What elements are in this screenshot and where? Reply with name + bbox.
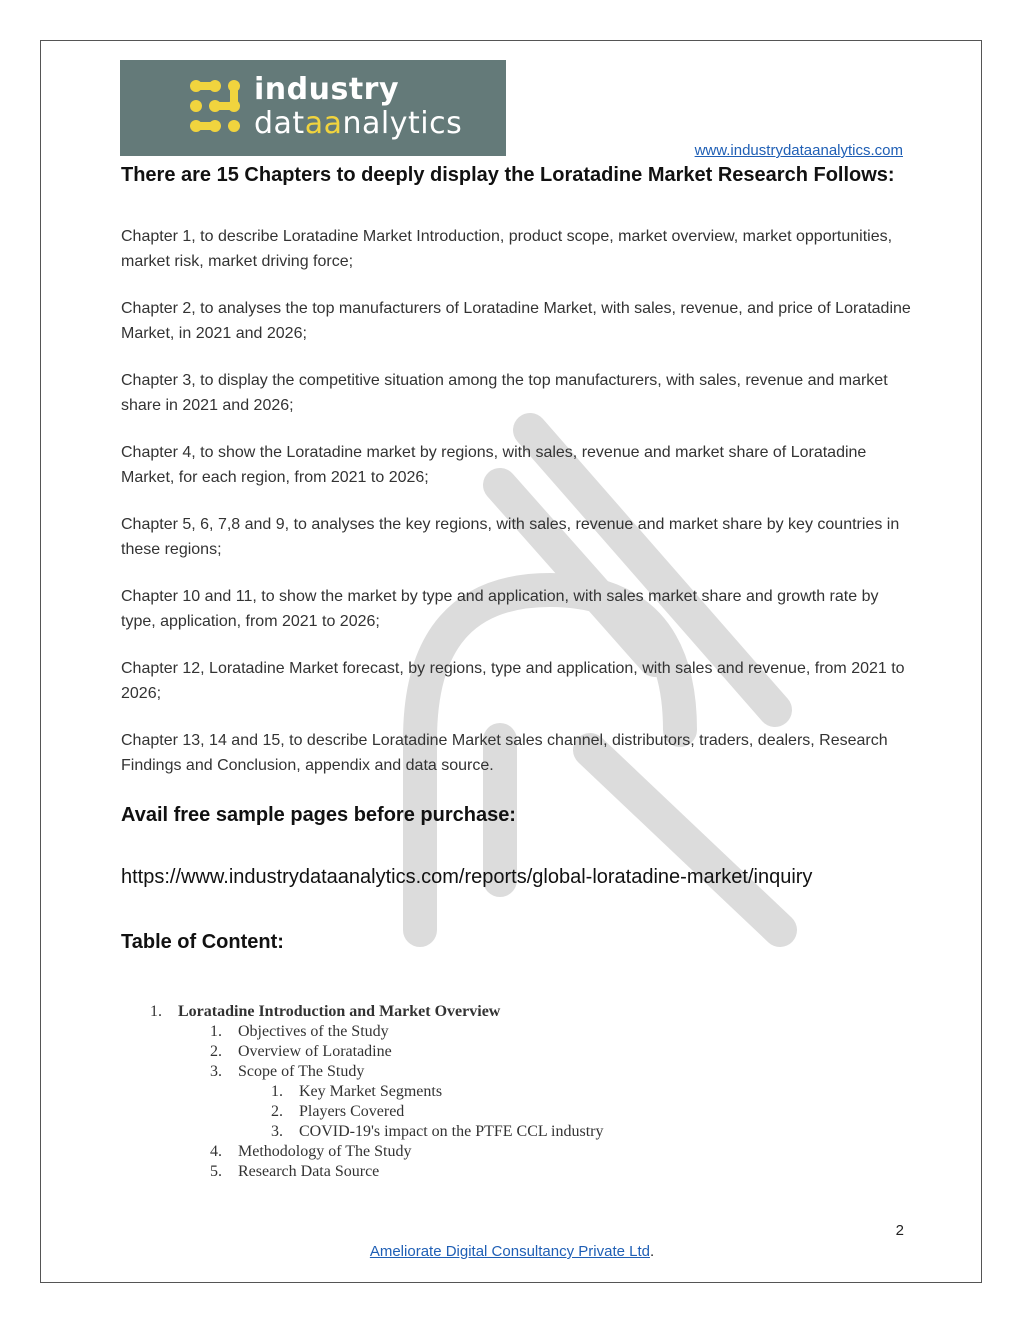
website-link[interactable]: www.industrydataanalytics.com — [694, 142, 903, 159]
chapter-paragraph: Chapter 4, to show the Loratadine market by regions, with sales, revenue and market share of Loratadine Market, for each region, from 2021 to 2026; — [121, 444, 867, 486]
page-number: 2 — [895, 1222, 904, 1239]
inquiry-link[interactable]: https://www.industrydataanalytics.com/reports/global-loratadine-market/inquiry — [121, 866, 813, 888]
chapter-paragraph: Chapter 12, Loratadine Market forecast, by regions, type and application, with sales and revenue, from 2021 to 2026; — [121, 660, 905, 702]
toc-item: 3. COVID-19's impact on the PTFE CCL industry — [271, 1123, 604, 1140]
main-content — [121, 160, 911, 954]
logo-dots-icon — [188, 78, 244, 138]
footer — [0, 1243, 1024, 1260]
toc-title: Table of Content: — [121, 931, 284, 953]
chapter-paragraph: Chapter 1, to describe Loratadine Market Introduction, product scope, market overview, market opportunities, market risk, market driving force; — [121, 228, 893, 270]
footer-period: . — [649, 1243, 655, 1260]
chapter-paragraph: Chapter 13, 14 and 15, to describe Loratadine Market sales channel, distributors, traders, dealers, Research Findings and Conclusion, appendix and data source. — [121, 732, 888, 774]
chapter-paragraph: Chapter 2, to analyses the top manufacturers of Loratadine Market, with sales, revenue, and price of Loratadine Market, in 2021 and 2026; — [121, 300, 911, 342]
logo-word-industry: industry — [254, 72, 400, 107]
chapter-paragraph: Chapter 3, to display the competitive situation among the top manufacturers, with sales, revenue and market share in 2021 and 2026; — [121, 372, 888, 414]
toc-item: 1. Loratadine Introduction and Market Overview — [150, 1003, 501, 1020]
footer-company-link[interactable]: Ameliorate Digital Consultancy Private Ltd — [369, 1243, 650, 1260]
toc-item: 3. Scope of The Study — [210, 1063, 365, 1080]
toc-item: 1. Objectives of the Study — [210, 1023, 389, 1040]
chapter-paragraph: Chapter 10 and 11, to show the market by type and application, with sales market share and growth rate by type, application, from 2021 to 2026; — [121, 588, 879, 630]
page-heading: There are 15 Chapters to deeply display the Loratadine Market Research Follows: — [121, 164, 895, 186]
logo-word-dataanalytics: dataanalytics — [254, 106, 463, 141]
chapter-paragraph: Chapter 5, 6, 7,8 and 9, to analyses the key regions, with sales, revenue and market share by key countries in these regions; — [121, 516, 900, 558]
avail-heading: Avail free sample pages before purchase: — [121, 804, 516, 826]
company-logo — [120, 60, 506, 156]
toc-item: 1. Key Market Segments — [271, 1083, 443, 1100]
toc-item: 5. Research Data Source — [210, 1163, 380, 1180]
toc-item: 2. Players Covered — [271, 1103, 405, 1120]
toc-item: 4. Methodology of The Study — [210, 1143, 412, 1160]
toc-item: 2. Overview of Loratadine — [210, 1043, 392, 1060]
